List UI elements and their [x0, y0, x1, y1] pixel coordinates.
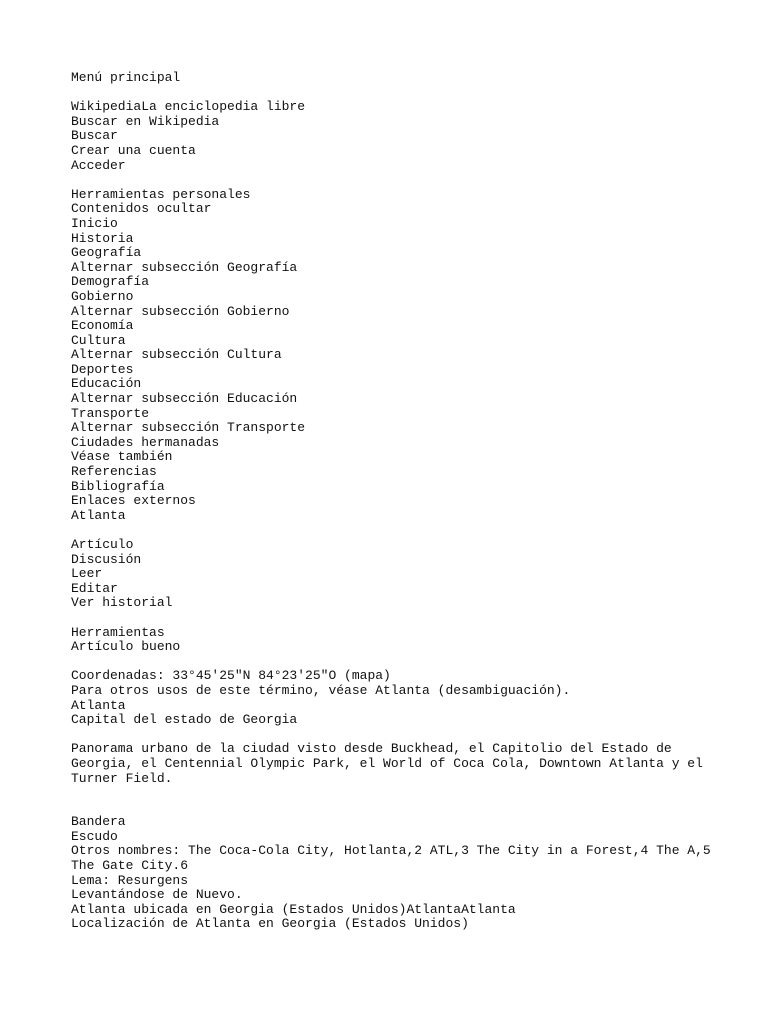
location-map[interactable]: Atlanta ubicada en Georgia (Estados Unidos)AtlantaAtlanta	[71, 901, 516, 917]
tab-editar[interactable]: Editar	[71, 580, 118, 596]
toc-item-historia[interactable]: Historia	[71, 230, 134, 246]
toc-toggle-transporte[interactable]: Alternar subsección Transporte	[71, 420, 306, 436]
personal-tools-menu[interactable]: Herramientas personales	[71, 186, 251, 202]
motto-translation: Levantándose de Nuevo.	[71, 887, 243, 903]
toc-toggle-educacion[interactable]: Alternar subsección Educación	[71, 391, 298, 407]
toc-item-cultura[interactable]: Cultura	[71, 332, 126, 348]
toc-item-enlaces-externos[interactable]: Enlaces externos	[71, 493, 196, 509]
coordinates[interactable]: Coordenadas: 33°45′25″N 84°23′25″O (mapa)	[71, 668, 391, 684]
shield-link[interactable]: Escudo	[71, 828, 118, 844]
wikipedia-logo-link[interactable]: WikipediaLa enciclopedia libre	[71, 99, 306, 115]
toc-item-economia[interactable]: Economía	[71, 318, 134, 334]
infobox-title: Atlanta	[71, 697, 126, 713]
tab-ver-historial[interactable]: Ver historial	[71, 595, 173, 611]
search-button[interactable]: Buscar	[71, 128, 118, 144]
flag-link[interactable]: Bandera	[71, 814, 126, 830]
create-account-link[interactable]: Crear una cuenta	[71, 142, 196, 158]
main-menu-button[interactable]: Menú principal	[71, 70, 181, 85]
toc-item-inicio[interactable]: Inicio	[71, 215, 118, 231]
toc-item-gobierno[interactable]: Gobierno	[71, 288, 134, 304]
tools-menu[interactable]: Herramientas	[71, 624, 165, 640]
disambiguation-note[interactable]: Para otros usos de este término, véase Atlanta (desambiguación).	[71, 682, 571, 698]
nicknames: Otros nombres: The Coca-Cola City, Hotlanta,2 ATL,3 The City in a Forest,4 The A,5 The Gate City.6	[71, 843, 719, 874]
search-input[interactable]: Buscar en Wikipedia	[71, 113, 220, 129]
toc-item-vease-tambien[interactable]: Véase también	[71, 449, 173, 465]
tab-articulo[interactable]: Artículo	[71, 537, 134, 552]
tab-discusion[interactable]: Discusión	[71, 551, 142, 567]
infobox-subtitle[interactable]: Capital del estado de Georgia	[71, 712, 298, 728]
toc-item-deportes[interactable]: Deportes	[71, 361, 134, 377]
toc-toggle-gobierno[interactable]: Alternar subsección Gobierno	[71, 303, 290, 319]
panorama-caption: Panorama urbano de la ciudad visto desde Buckhead, el Capitolio del Estado de Georgia, el Centennial Olympic Park, el World of Coca Cola, Downtown Atlanta y el Turner Field.	[71, 741, 711, 786]
motto: Lema: Resurgens	[71, 872, 189, 888]
toc-item-ciudades-hermanadas[interactable]: Ciudades hermanadas	[71, 434, 220, 450]
toc-item-bibliografia[interactable]: Bibliografía	[71, 478, 165, 494]
toc-item-transporte[interactable]: Transporte	[71, 405, 150, 421]
toc-item-educacion[interactable]: Educación	[71, 376, 142, 392]
page-title: Atlanta	[71, 507, 126, 523]
toc-toggle-cultura[interactable]: Alternar subsección Cultura	[71, 347, 282, 363]
tab-leer[interactable]: Leer	[71, 566, 103, 582]
good-article-badge[interactable]: Artículo bueno	[71, 639, 181, 655]
toc-item-geografia[interactable]: Geografía	[71, 245, 142, 261]
location-map-caption: Localización de Atlanta en Georgia (Estados Unidos)	[71, 916, 469, 932]
toc-heading[interactable]: Contenidos ocultar	[71, 201, 212, 217]
toc-item-referencias[interactable]: Referencias	[71, 464, 157, 480]
page-content	[71, 70, 719, 932]
toc-item-demografia[interactable]: Demografía	[71, 274, 150, 290]
toc-toggle-geografia[interactable]: Alternar subsección Geografía	[71, 259, 298, 275]
login-link[interactable]: Acceder	[71, 157, 126, 173]
